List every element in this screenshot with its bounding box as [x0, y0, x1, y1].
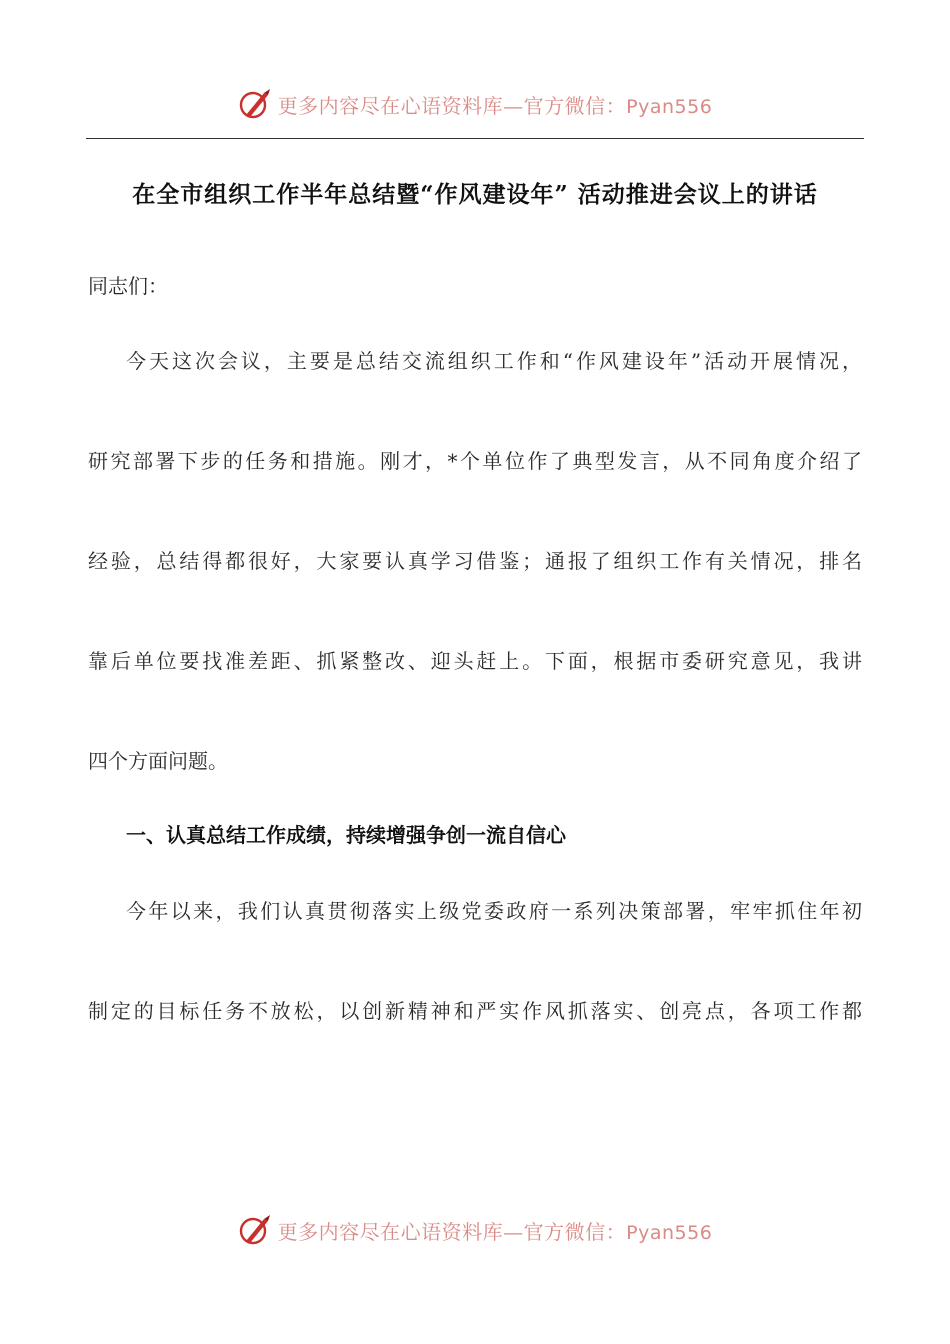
- paragraph-1-line-5: 四个方面问题。: [88, 749, 228, 773]
- paragraph-1-line-4: 靠后单位要找准差距、抓紧整改、迎头赶上。下面，根据市委研究意见，我讲: [88, 649, 862, 673]
- quill-pen-logo-icon: [238, 87, 272, 121]
- watermark-wechat-id: Pyan556: [626, 1221, 713, 1244]
- header-watermark: [0, 84, 950, 124]
- salutation: 同志们：: [88, 274, 168, 298]
- watermark-text: [278, 1216, 713, 1245]
- header-divider: [86, 138, 864, 139]
- paragraph-1-line-3: 经验，总结得都很好，大家要认真学习借鉴；通报了组织工作有关情况，排名: [88, 549, 862, 573]
- paragraph-2-line-1: 今年以来，我们认真贯彻落实上级党委政府一系列决策部署，牢牢抓住年初: [126, 899, 862, 923]
- watermark-slogan: 更多内容尽在心语资料库—官方微信：: [277, 1219, 627, 1244]
- watermark-text: [278, 90, 713, 119]
- quill-pen-logo-icon: [238, 1213, 272, 1247]
- watermark-wechat-id: Pyan556: [626, 95, 713, 118]
- paragraph-2-line-2: 制定的目标任务不放松，以创新精神和严实作风抓落实、创亮点，各项工作都: [88, 999, 862, 1023]
- paragraph-1-line-1: 今天这次会议，主要是总结交流组织工作和“作风建设年”活动开展情况，: [126, 349, 862, 373]
- section-1-heading: 一、认真总结工作成绩，持续增强争创一流自信心: [126, 823, 566, 847]
- paragraph-1-line-2: 研究部署下步的任务和措施。刚才，*个单位作了典型发言，从不同角度介绍了: [88, 449, 862, 473]
- document-title: 在全市组织工作半年总结暨“作风建设年” 活动推进会议上的讲话: [132, 181, 818, 208]
- footer-watermark: [0, 1210, 950, 1250]
- watermark-slogan: 更多内容尽在心语资料库—官方微信：: [277, 93, 627, 118]
